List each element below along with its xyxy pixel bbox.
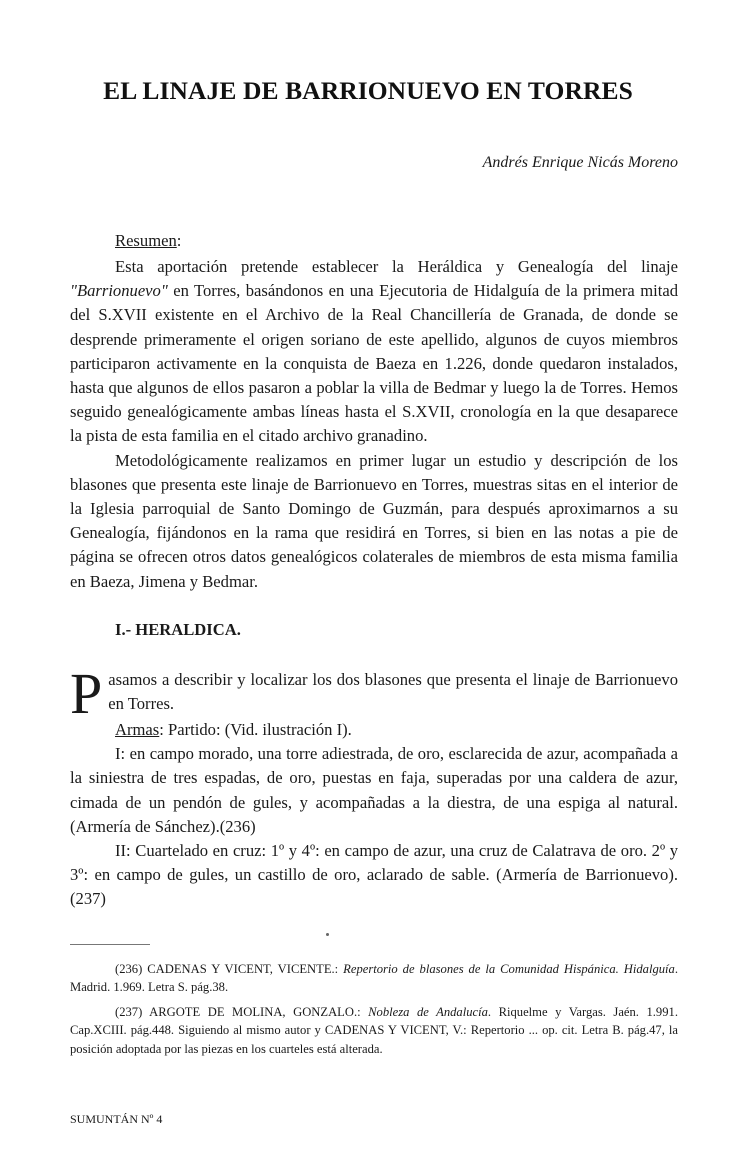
abstract-p1-start: Esta aportación pretende establecer la Heráldica y Genealogía del linaje: [115, 257, 678, 276]
drop-cap: P: [70, 661, 103, 726]
footnote-237-author: (237) ARGOTE DE MOLINA, GONZALO.:: [115, 1004, 369, 1019]
abstract-p1-italic: "Barrionuevo": [70, 281, 168, 301]
armas-label: Armas: [115, 720, 160, 739]
author-name: Andrés Enrique Nicás Moreno: [482, 154, 678, 171]
abstract-paragraph-2: Metodológicamente realizamos en primer lugar un estudio y descripción de los blasones que presenta este linaje de Barrionuevo en Torres, muestras sitas en el interior de la Iglesia parroquial de Santo Domingo de Guzmán, para después aproximarnos a su Genealogía, fijándonos en la rama que residirá en Torres, si bien en las notas a pie de página se ofrecen otros datos genealógicos colaterales de miembros de esta misma familia en Baeza, Jimena y Bedmar.: [70, 450, 678, 591]
resumen-label-text: Resumen: [115, 231, 177, 250]
footnote-237: [70, 1003, 678, 1058]
armas-text: : Partido: (Vid. ilustración I).: [159, 720, 352, 739]
section-intro: [70, 661, 678, 726]
footnote-236-title: Repertorio de blasones de la Comunidad Hispánica. Hidalguía: [343, 962, 675, 976]
blazon-ii: II: Cuartelado en cruz: 1º y 4º: en campo de azur, una cruz de Calatrava de oro. 2º y 3º: en campo de gules, un castillo de oro, aclarado de sable. (Armería de Barrionuevo).(237): [70, 841, 678, 909]
section-body: [70, 661, 678, 912]
abstract-paragraph-1: [70, 255, 678, 449]
abstract-p1-end: en Torres, basándonos en una Ejecutoria de Hidalguía de la primera mitad del S.XVII existente en el Archivo de la Real Chancillería de Granada, de donde se desprende primeramente el origen soriano de este apellido, algunos de cuyos miembros participaron activamente en la conquista de Baeza en 1.226, donde quedaron instalados, hasta que algunos de ellos pasaron a poblar la villa de Bedmar y luego la de Torres. Hemos seguido genealógicamente ambas líneas hasta el S.XVII, cronología en la que desaparece la pista de esta familia en el citado archivo granadino.: [70, 281, 678, 446]
resumen-colon: :: [176, 231, 182, 250]
footnote-237-title: Nobleza de Andalucía: [368, 1004, 488, 1019]
article-title: EL LINAJE DE BARRIONUEVO EN TORRES: [103, 76, 633, 105]
footnote-236-details: . Madrid. 1.969. Letra S. pág.38.: [70, 962, 679, 995]
footnote-237-details: . Riquelme y Vargas. Jaén. 1.991. Cap.XCIII. pág.448. Siguiendo al mismo autor y CADENAS Y VICENT, V.: Repertorio ... op. cit. Letra B. pág.47, la posición adoptada por las piezas en los cuarteles está alterada.: [70, 1004, 678, 1056]
section-heading: I.- HERALDICA.: [115, 620, 241, 639]
footnote-divider: [70, 944, 150, 945]
abstract: [70, 255, 678, 594]
armas-line: [70, 718, 678, 742]
resumen-label: [115, 231, 181, 251]
footnote-236: [70, 960, 678, 997]
footnotes: [70, 960, 678, 1064]
journal-footer: SUMUNTÁN Nº 4: [70, 1112, 163, 1126]
footnote-236-author: (236) CADENAS Y VICENT, VICENTE.:: [115, 962, 344, 976]
blazon-i: I: en campo morado, una torre adiestrada, de oro, esclarecida de azur, acompañada a la siniestra de tres espadas, de oro, puestas en faja, superadas por una caldera de azur, cimada de un pendón de gules, y acompañadas a la diestra, de una espiga al natural. (Armería de Sánchez).(236): [70, 744, 678, 836]
section-intro-text: asamos a describir y localizar los dos blasones que presenta el linaje de Barrionuevo en Torres.: [108, 670, 678, 714]
stray-dot: [326, 933, 329, 936]
